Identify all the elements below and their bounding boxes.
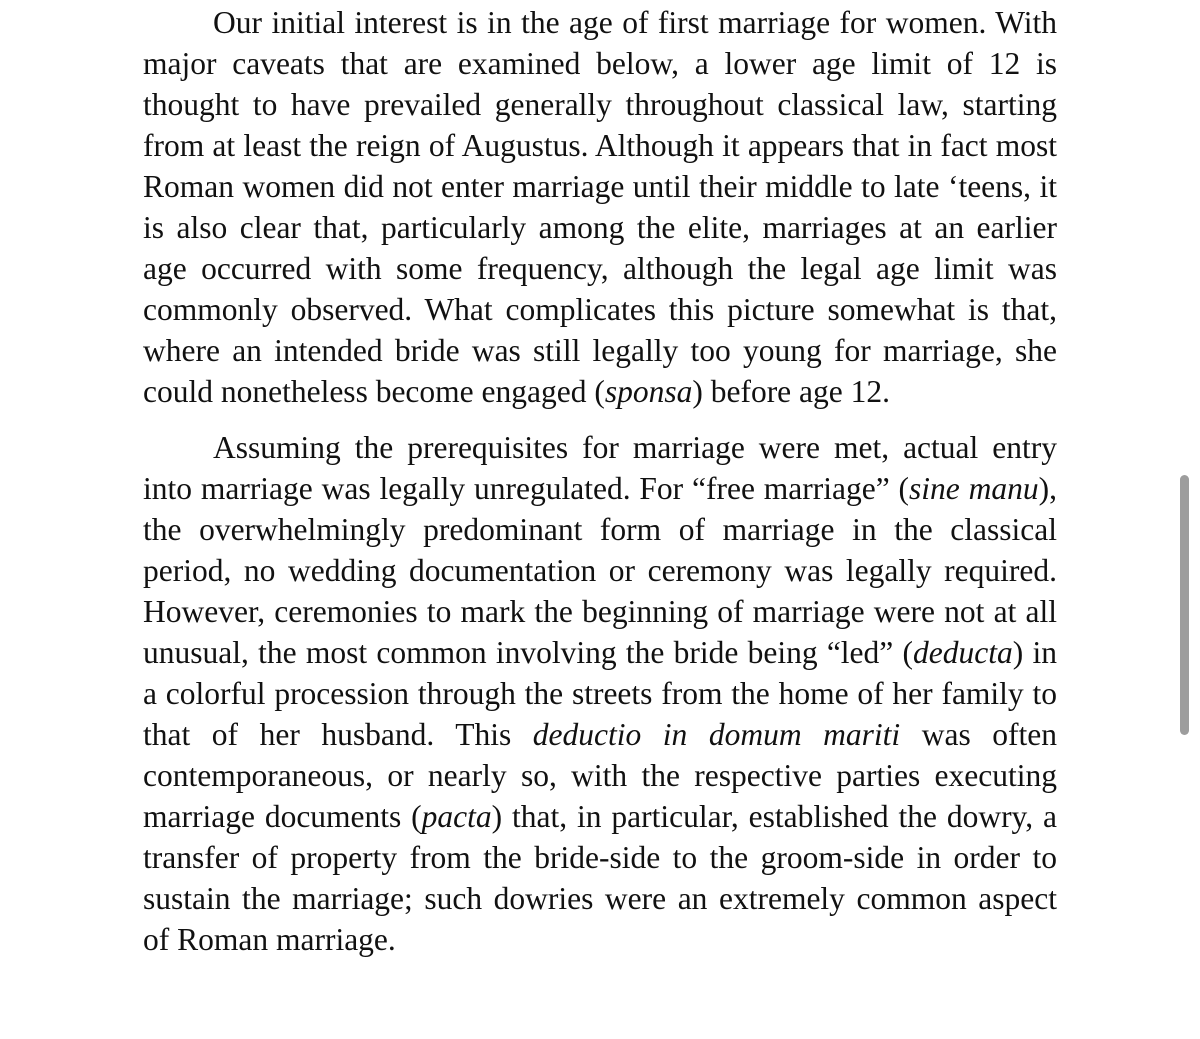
paragraph-1 <box>143 2 1057 412</box>
p2-text-5: ) that, in particular, established the dowry, a transfer of property from the bride-side to the groom-side in order to sustain the marriage; such dowries were an extremely common aspect of Roman marriage. <box>143 799 1058 957</box>
document-page <box>143 2 1057 960</box>
p2-text-2: ), the overwhelmingly predominant form of marriage in the classical period, no wedding documentation or ceremony was legally required. However, ceremonies to mark the beginning of marriage were not at all unusual, the most common involving the bride being “led” ( <box>143 471 1057 670</box>
p2-text-3: ) in a colorful procession through the streets from the home of her family to that of her husband. This <box>143 635 1057 752</box>
p1-text-1: Our initial interest is in the age of first marriage for women. With major caveats that are examined below, a lower age limit of 12 is thought to have prevailed generally throughout classical law, starting from at least the reign of Augustus. Although it appears that in fact most Roman women did not enter marriage until their middle to late ‘teens, it is also clear that, particularly among the elite, marriages at an earlier age occurred with some frequency, although the legal age limit was commonly observed. What complicates this picture somewhat is that, where an intended bride was still legally too young for marriage, she could nonetheless become engaged ( <box>143 5 1057 409</box>
p1-italic-sponsa: sponsa <box>604 374 693 409</box>
p1-text-2: ) before age 12. <box>692 374 891 409</box>
p2-text-4: was often contemporaneous, or nearly so, with the respective parties executing marriage documents ( <box>143 717 1057 834</box>
p2-text-1: Assuming the prerequisites for marriage were met, actual entry into marriage was legally unregulated. For “free marriage” ( <box>143 430 1057 506</box>
p2-italic-sine-manu: sine manu <box>909 471 1039 506</box>
vertical-scrollbar[interactable] <box>1180 475 1189 735</box>
paragraph-2 <box>143 427 1057 960</box>
p2-italic-deductio: deductio in domum mariti <box>532 717 901 752</box>
p2-italic-pacta: pacta <box>421 799 492 834</box>
p2-italic-deducta: deducta <box>913 635 1013 670</box>
